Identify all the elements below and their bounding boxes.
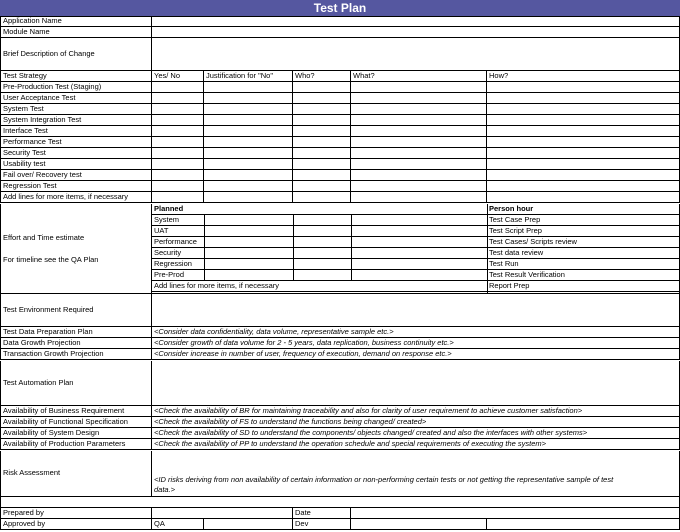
effort-col-line — [204, 226, 205, 237]
effort-col-line — [293, 259, 294, 270]
guidance-note[interactable]: <Consider growth of data volume for 2 - 5 years, data replication, business continuity etc.> — [151, 338, 680, 348]
what-header: What? — [350, 71, 486, 81]
effort-sublabel: For timeline see the QA Plan — [3, 255, 99, 264]
how-cell[interactable] — [486, 82, 680, 92]
brief-description-row — [0, 38, 680, 71]
dev-value[interactable] — [350, 519, 486, 529]
planned-header: Planned — [154, 204, 184, 213]
yes-no-cell[interactable] — [151, 192, 203, 202]
strategy-row-label: User Acceptance Test — [0, 93, 151, 103]
effort-label-cell — [0, 204, 151, 293]
strategy-row-label: Add lines for more items, if necessary — [0, 192, 151, 202]
module-name-value[interactable] — [151, 27, 680, 37]
brief-description-value[interactable] — [151, 38, 680, 70]
strategy-row — [0, 159, 680, 170]
how-cell[interactable] — [486, 104, 680, 114]
justification-cell[interactable] — [203, 82, 292, 92]
effort-col-line — [204, 215, 205, 226]
date-value[interactable] — [350, 508, 680, 518]
guidance-label: Data Growth Projection — [0, 338, 151, 348]
risk-label-cell — [0, 451, 151, 496]
test-automation-label: Test Automation Plan — [0, 361, 151, 405]
how-cell[interactable] — [486, 137, 680, 147]
who-cell[interactable] — [292, 159, 350, 169]
strategy-row — [0, 93, 680, 104]
effort-row-line — [152, 258, 680, 259]
effort-col-line — [293, 215, 294, 226]
who-cell[interactable] — [292, 181, 350, 191]
strategy-row-label: Security Test — [0, 148, 151, 158]
what-cell[interactable] — [350, 192, 486, 202]
effort-col-line — [204, 237, 205, 248]
availability-note[interactable]: <Check the availability of SD to understand the components/ objects changed/ created and also the interfaces with other systems> — [151, 428, 680, 438]
effort-label: Effort and Time estimate — [3, 233, 85, 242]
person-hour-item: Test Result Verification — [489, 270, 565, 279]
risk-note-line2: data.> — [154, 485, 176, 494]
justification-cell[interactable] — [203, 192, 292, 202]
page-title: Test Plan — [0, 0, 680, 17]
how-cell[interactable] — [486, 170, 680, 180]
justification-cell[interactable] — [203, 115, 292, 125]
who-cell[interactable] — [292, 148, 350, 158]
person-hour-item: Test Case Prep — [489, 215, 541, 224]
availability-row — [0, 406, 680, 417]
yes-no-cell[interactable] — [151, 126, 203, 136]
spacer-cell — [0, 497, 680, 507]
date-label: Date — [292, 508, 350, 518]
who-header: Who? — [292, 71, 350, 81]
effort-col-line — [204, 259, 205, 270]
strategy-row — [0, 104, 680, 115]
effort-row-line — [152, 269, 680, 270]
what-cell[interactable] — [350, 115, 486, 125]
what-cell[interactable] — [350, 104, 486, 114]
planned-item: Regression — [154, 259, 192, 268]
availability-note[interactable]: <Check the availability of PP to understand the operation schedule and special requirements of executing the system> — [151, 439, 680, 449]
effort-row-line — [152, 236, 680, 237]
strategy-row-label: Interface Test — [0, 126, 151, 136]
effort-col-line — [293, 270, 294, 281]
application-name-label: Application Name — [0, 16, 151, 26]
yes-no-cell[interactable] — [151, 148, 203, 158]
strategy-row — [0, 126, 680, 137]
how-cell[interactable] — [486, 93, 680, 103]
strategy-row — [0, 82, 680, 93]
planned-item: UAT — [154, 226, 169, 235]
effort-col-line — [351, 215, 352, 226]
risk-note-cell[interactable] — [151, 451, 680, 496]
who-cell[interactable] — [292, 93, 350, 103]
effort-grid — [151, 204, 680, 293]
effort-row-line — [152, 225, 680, 226]
what-cell[interactable] — [350, 148, 486, 158]
availability-label: Availability of Functional Specification — [0, 417, 151, 427]
guidance-label: Transaction Growth Projection — [0, 349, 151, 359]
qa-value[interactable] — [203, 519, 292, 529]
effort-col-line — [351, 226, 352, 237]
what-cell[interactable] — [350, 82, 486, 92]
dev-label: Dev — [292, 519, 350, 529]
effort-col-line — [351, 248, 352, 259]
justification-cell[interactable] — [203, 170, 292, 180]
availability-row — [0, 428, 680, 439]
justification-header: Justification for "No" — [203, 71, 292, 81]
application-name-value[interactable] — [151, 16, 680, 26]
test-automation-value[interactable] — [151, 361, 680, 405]
test-environment-value[interactable] — [151, 294, 680, 326]
guidance-row — [0, 349, 680, 360]
effort-col-line — [293, 237, 294, 248]
who-cell[interactable] — [292, 170, 350, 180]
test-automation-row — [0, 361, 680, 406]
strategy-row — [0, 148, 680, 159]
justification-cell[interactable] — [203, 104, 292, 114]
justification-cell[interactable] — [203, 93, 292, 103]
who-cell[interactable] — [292, 126, 350, 136]
risk-label: Risk Assessment — [3, 468, 61, 477]
who-cell[interactable] — [292, 82, 350, 92]
person-hour-header: Person hour — [489, 204, 534, 213]
effort-col-line — [293, 248, 294, 259]
test-environment-row — [0, 294, 680, 327]
effort-col-line — [351, 270, 352, 281]
how-header: How? — [486, 71, 680, 81]
strategy-row-label: Pre-Production Test (Staging) — [0, 82, 151, 92]
strategy-row-label: System Integration Test — [0, 115, 151, 125]
who-cell[interactable] — [292, 104, 350, 114]
yes-no-cell[interactable] — [151, 93, 203, 103]
person-hour-item: Test data review — [489, 248, 544, 257]
strategy-row-label: System Test — [0, 104, 151, 114]
what-cell[interactable] — [350, 126, 486, 136]
effort-col-line — [204, 248, 205, 259]
guidance-row — [0, 327, 680, 338]
prepared-by-value[interactable] — [151, 508, 292, 518]
yes-no-cell[interactable] — [151, 159, 203, 169]
who-cell[interactable] — [292, 115, 350, 125]
how-cell[interactable] — [486, 148, 680, 158]
yes-no-cell[interactable] — [151, 82, 203, 92]
risk-row — [0, 451, 680, 497]
strategy-row — [0, 192, 680, 203]
effort-col-line — [351, 237, 352, 248]
effort-block — [0, 204, 680, 294]
spacer-row — [0, 497, 680, 508]
approved-by-label: Approved by — [0, 519, 151, 529]
strategy-row-label: Usability test — [0, 159, 151, 169]
strategy-row — [0, 137, 680, 148]
availability-row — [0, 417, 680, 428]
what-cell[interactable] — [350, 93, 486, 103]
effort-row-line — [152, 214, 680, 215]
justification-cell[interactable] — [203, 181, 292, 191]
what-cell[interactable] — [350, 137, 486, 147]
guidance-row — [0, 338, 680, 349]
what-cell[interactable] — [350, 159, 486, 169]
how-cell[interactable] — [486, 115, 680, 125]
justification-cell[interactable] — [203, 159, 292, 169]
person-hour-item: Test Cases/ Scripts review — [489, 237, 577, 246]
how-cell[interactable] — [486, 192, 680, 202]
strategy-row-label: Fail over/ Recovery test — [0, 170, 151, 180]
strategy-header-row — [0, 71, 680, 82]
prepared-by-label: Prepared by — [0, 508, 151, 518]
what-cell[interactable] — [350, 181, 486, 191]
module-name-row — [0, 27, 680, 38]
strategy-header-label: Test Strategy — [0, 71, 151, 81]
planned-more: Add lines for more items, if necessary — [154, 281, 280, 290]
prepared-row — [0, 508, 680, 519]
qa-label: QA — [151, 519, 203, 529]
availability-note[interactable]: <Check the availability of BR for maintaining traceability and also for clarity of user requirement to achieve customer satisfaction> — [151, 406, 680, 416]
how-cell[interactable] — [486, 181, 680, 191]
guidance-note[interactable]: <Consider data confidentiality, data volume, representative sample etc.> — [151, 327, 680, 337]
availability-row — [0, 439, 680, 450]
availability-label: Availability of Production Parameters — [0, 439, 151, 449]
planned-item: System — [154, 215, 180, 224]
yes-no-cell[interactable] — [151, 104, 203, 114]
availability-note[interactable]: <Check the availability of FS to understand the functions being changed/ created> — [151, 417, 680, 427]
planned-item: Security — [154, 248, 182, 257]
effort-col-line — [351, 259, 352, 270]
strategy-row — [0, 181, 680, 192]
yes-no-header: Yes/ No — [151, 71, 203, 81]
strategy-row — [0, 170, 680, 181]
justification-cell[interactable] — [203, 126, 292, 136]
person-hour-item: Test Run — [489, 259, 519, 268]
risk-note-line1: <ID risks deriving from non availability of certain information or non-performing certain tests or not getting the representative sample of test — [154, 475, 614, 484]
yes-no-cell[interactable] — [151, 170, 203, 180]
planned-item: Performance — [154, 237, 197, 246]
availability-label: Availability of System Design — [0, 428, 151, 438]
justification-cell[interactable] — [203, 148, 292, 158]
justification-cell[interactable] — [203, 137, 292, 147]
strategy-row-label: Regression Test — [0, 181, 151, 191]
test-environment-label: Test Environment Required — [0, 294, 151, 326]
how-cell[interactable] — [486, 126, 680, 136]
person-hour-item: Report Prep — [489, 281, 530, 290]
guidance-note[interactable]: <Consider increase in number of user, frequency of execution, demand on response etc.> — [151, 349, 680, 359]
planned-item: Pre-Prod — [154, 270, 185, 279]
person-hour-item: Test Script Prep — [489, 226, 542, 235]
effort-row-line — [152, 291, 680, 292]
approved-row — [0, 519, 680, 530]
yes-no-cell[interactable] — [151, 115, 203, 125]
yes-no-cell[interactable] — [151, 181, 203, 191]
availability-label: Availability of Business Requirement — [0, 406, 151, 416]
effort-row-line — [152, 247, 680, 248]
who-cell[interactable] — [292, 137, 350, 147]
who-cell[interactable] — [292, 192, 350, 202]
module-name-label: Module Name — [0, 27, 151, 37]
how-cell[interactable] — [486, 159, 680, 169]
approved-extra[interactable] — [486, 519, 680, 529]
effort-col-line — [204, 270, 205, 281]
application-name-row — [0, 16, 680, 27]
guidance-label: Test Data Preparation Plan — [0, 327, 151, 337]
what-cell[interactable] — [350, 170, 486, 180]
yes-no-cell[interactable] — [151, 137, 203, 147]
brief-description-label: Brief Description of Change — [0, 38, 151, 70]
effort-col-line — [293, 226, 294, 237]
strategy-row — [0, 115, 680, 126]
strategy-row-label: Performance Test — [0, 137, 151, 147]
